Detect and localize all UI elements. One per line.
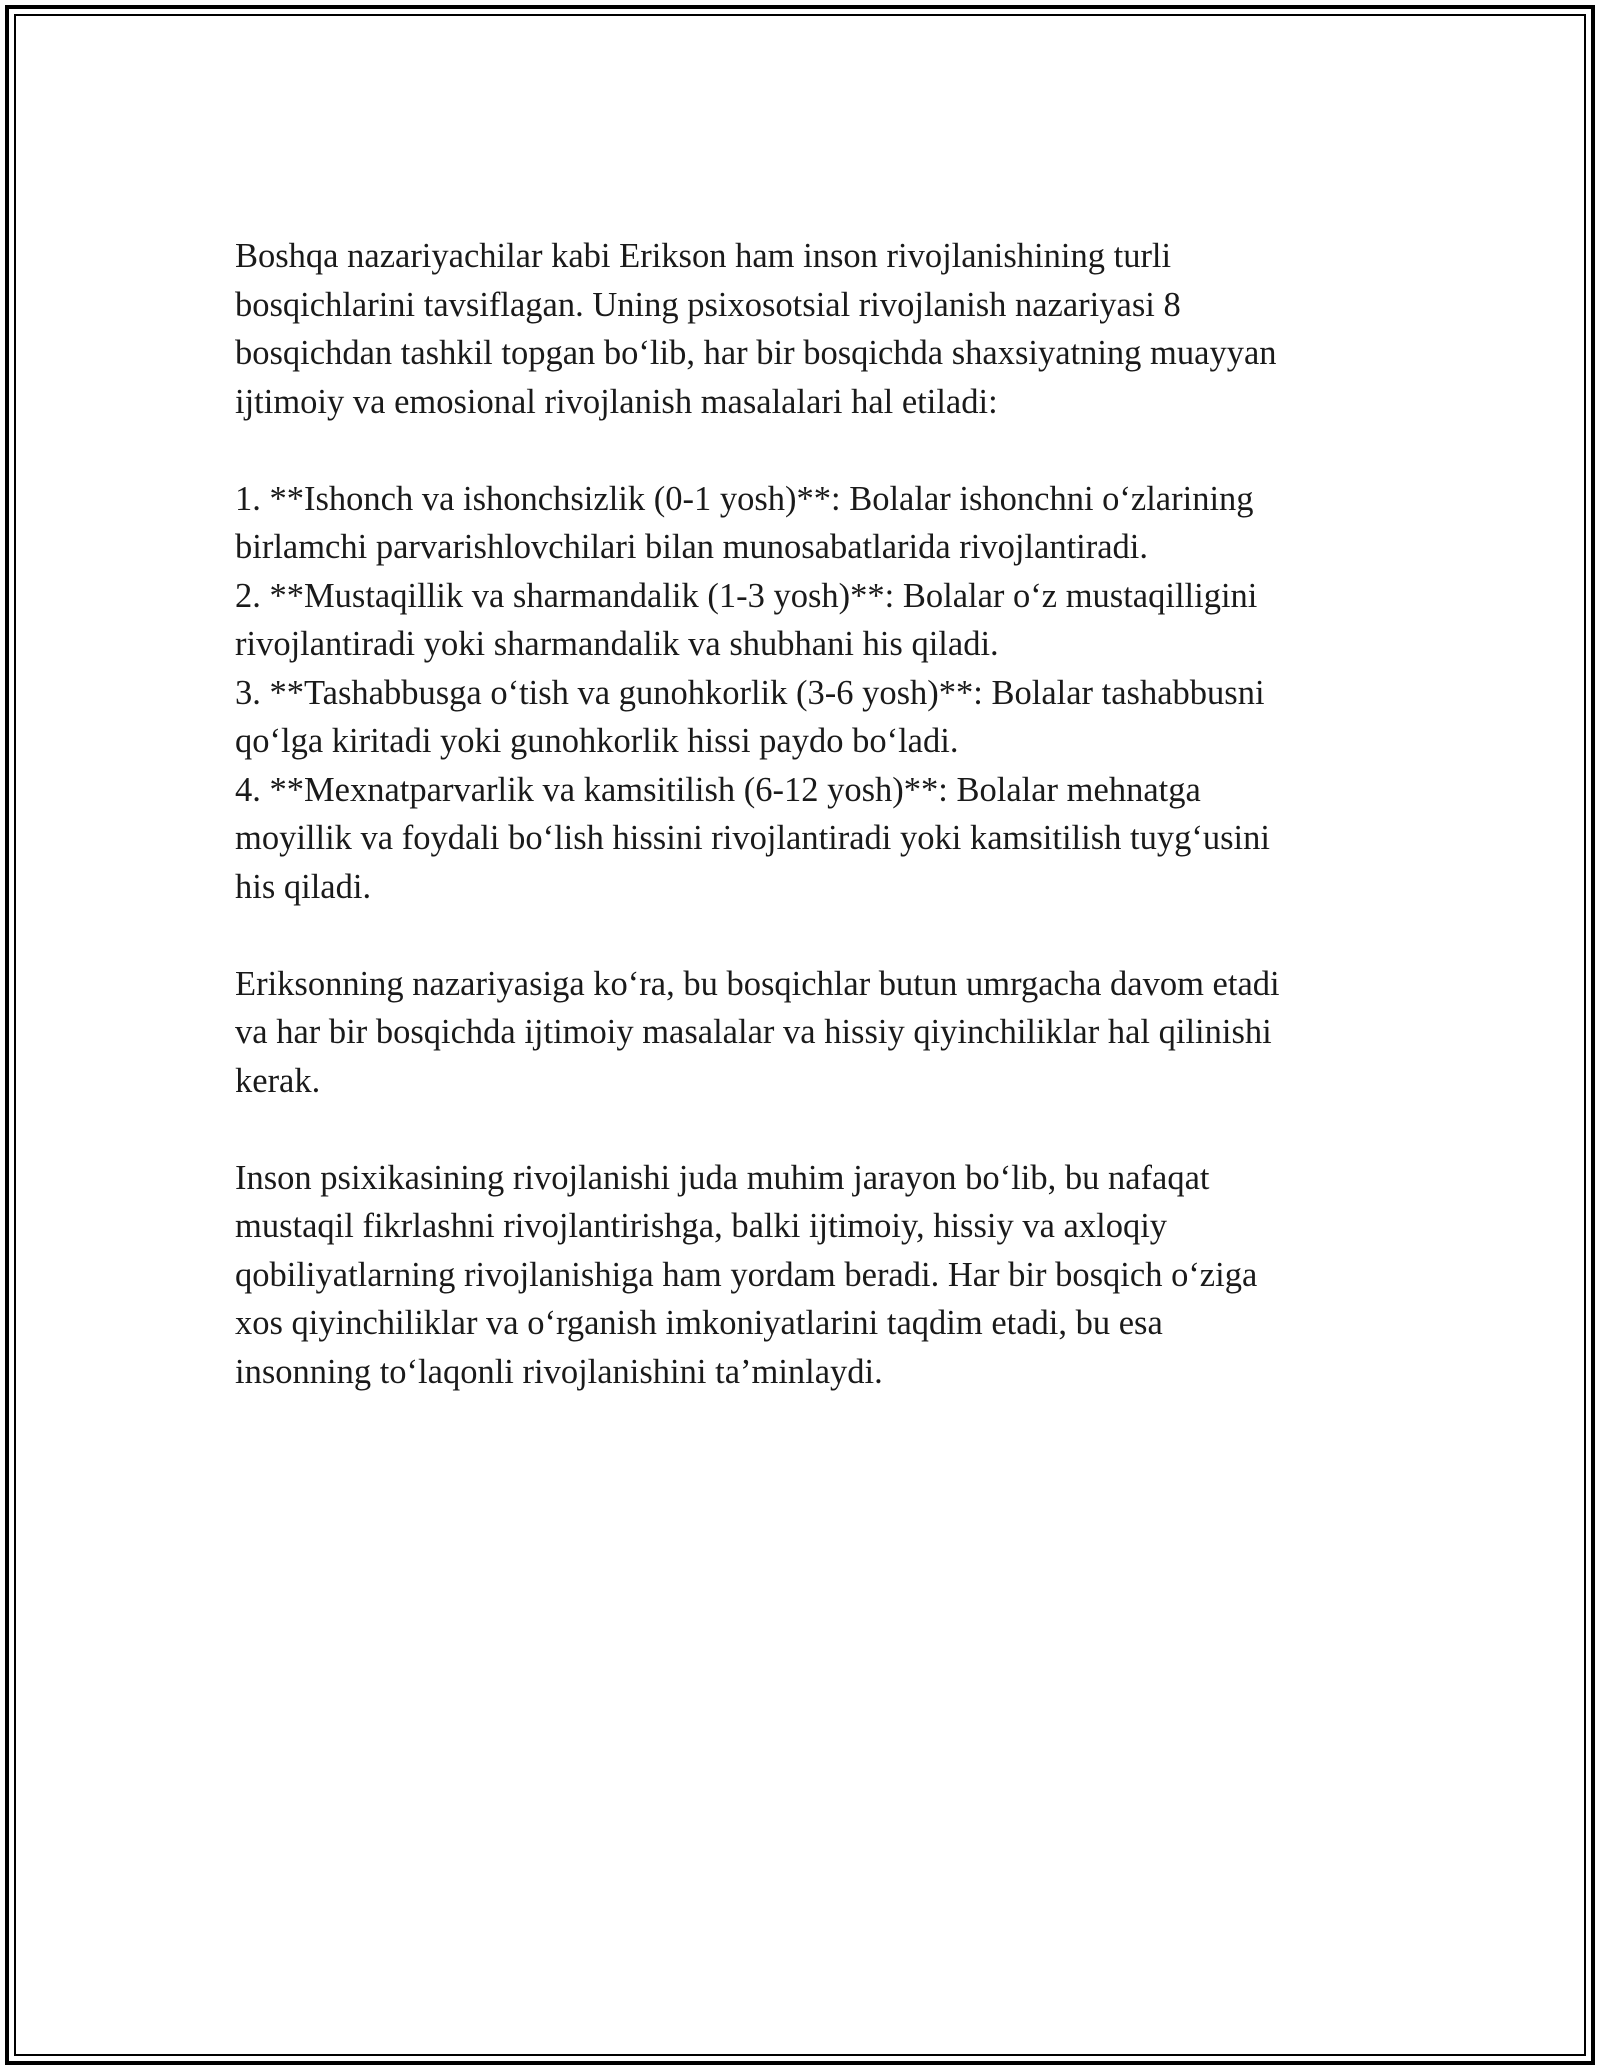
document-body [235,232,1365,1445]
list-item: 3. **Tashabbusga o‘tish va gunohkorlik (3-6 yosh)**: Bolalar tashabbusni qo‘lga kiritadi yoki gunohkorlik hissi paydo bo‘ladi. [235,673,1265,760]
conclusion-paragraph-1: Eriksonning nazariyasiga ko‘ra, bu bosqichlar butun umrgacha davom etadi va har bir bosqichda ijtimoiy masalalar va hissiy qiyinchiliklar hal qilinishi kerak. [235,964,1280,1100]
conclusion-paragraph-2: Inson psixikasining rivojlanishi juda muhim jarayon bo‘lib, bu nafaqat mustaqil fikrlashni rivojlantirishga, balki ijtimoiy, hissiy va axloqiy qobiliyatlarning rivojlanishiga ham yordam beradi. Har bir bosqich o‘ziga xos qiyinchiliklar va o‘rganish imkoniyatlarini taqdim etadi, bu esa insonning to‘laqonli rivojlanishini ta’minlaydi. [235,1158,1258,1391]
stages-list [235,475,1365,912]
list-item: 1. **Ishonch va ishonchsizlik (0-1 yosh)**: Bolalar ishonchni o‘zlarining birlamchi parvarishlovchilari bilan munosabatlarida rivojlantiradi. [235,479,1254,566]
list-item: 4. **Mexnatparvarlik va kamsitilish (6-12 yosh)**: Bolalar mehnatga moyillik va foydali bo‘lish hissini rivojlantiradi yoki kamsitilish tuyg‘usini his qiladi. [235,770,1270,906]
list-item: 2. **Mustaqillik va sharmandalik (1-3 yosh)**: Bolalar o‘z mustaqilligini rivojlantiradi yoki sharmandalik va shubhani his qiladi. [235,576,1258,663]
intro-paragraph: Boshqa nazariyachilar kabi Erikson ham inson rivojlanishining turli bosqichlarini tavsiflagan. Uning psixosotsial rivojlanish nazariyasi 8 bosqichdan tashkil topgan bo‘lib, har bir bosqichda shaxsiyatning muayyan ijtimoiy va emosional rivojlanish masalalari hal etiladi: [235,237,1277,421]
